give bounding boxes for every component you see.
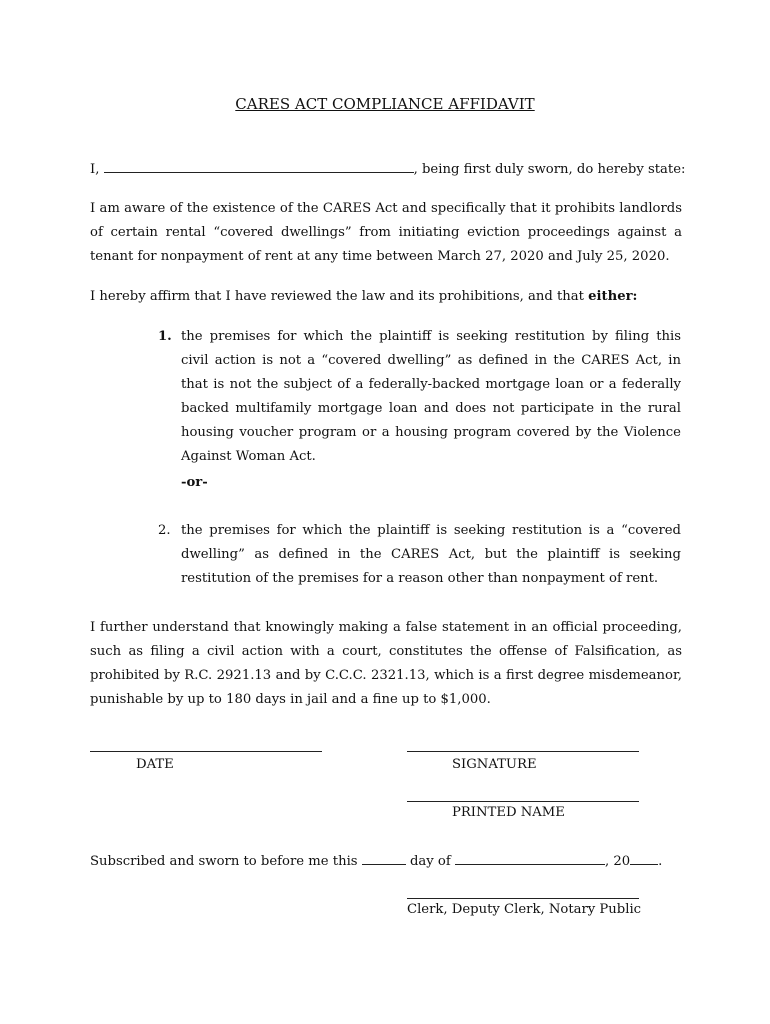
aware-paragraph: I am aware of the existence of the CARES Act and specifically that it prohibits landlords of certain rental “covered dwellings” from initiating eviction proceedings against a tenant for nonpayment of rent at any time between March 27, 2020 and July 25, 2020. <box>90 201 682 264</box>
intro-prefix: I, <box>90 162 100 177</box>
document-title: CARES ACT COMPLIANCE AFFIDAVIT <box>235 95 535 113</box>
signature-line[interactable] <box>407 751 639 752</box>
affirm-bold: either: <box>588 289 638 304</box>
date-line[interactable] <box>90 751 322 752</box>
year-prefix: , 20 <box>604 854 631 869</box>
signature-label: SIGNATURE <box>452 757 537 772</box>
falsification-paragraph: I further understand that knowingly making a false statement in an official proceeding, such as filing a civil action with a court, constitutes the offense of Falsification, as prohibited by R.C. 2921.13 and by C.C.C. 2321.13, which is a first degree misdemeanor, punishable by up to 180 days in jail and a fine up to $1,000. <box>90 620 682 707</box>
month-blank[interactable] <box>455 850 605 865</box>
or-separator: -or- <box>181 475 208 490</box>
affirm-paragraph <box>90 285 682 309</box>
day-blank[interactable] <box>362 850 406 865</box>
item-1-number: 1. <box>158 329 172 344</box>
printed-name-label: PRINTED NAME <box>452 805 565 820</box>
item-2-text: the premises for which the plaintiff is seeking restitution is a “covered dwelling” as defined in the CARES Act, but the plaintiff is seeking restitution of the premises for a reason other than nonpayment of rent. <box>181 523 681 586</box>
affirm-text: I hereby affirm that I have reviewed the law and its prohibitions, and that <box>90 289 589 304</box>
sworn-prefix: Subscribed and sworn to before me this <box>90 854 358 869</box>
day-of-text: day of <box>409 854 451 869</box>
intro-line <box>90 158 685 182</box>
intro-suffix: , being first duly sworn, do hereby state: <box>413 162 686 177</box>
item-1-text: the premises for which the plaintiff is seeking restitution by filing this civil action is not a “covered dwelling” as defined in the CARES Act, in that is not the subject of a federally-backed mortgage loan or a federally backed multifamily mortgage loan and does not participate in the rural housing voucher program or a housing program covered by the Violence Against Woman Act. <box>181 329 681 464</box>
year-blank[interactable] <box>630 850 658 865</box>
date-label: DATE <box>136 757 174 772</box>
sworn-end: . <box>658 854 663 869</box>
sworn-line <box>90 850 662 874</box>
clerk-label: Clerk, Deputy Clerk, Notary Public <box>407 902 642 917</box>
affiant-name-blank[interactable] <box>104 158 414 173</box>
item-2-number: 2. <box>158 523 171 538</box>
